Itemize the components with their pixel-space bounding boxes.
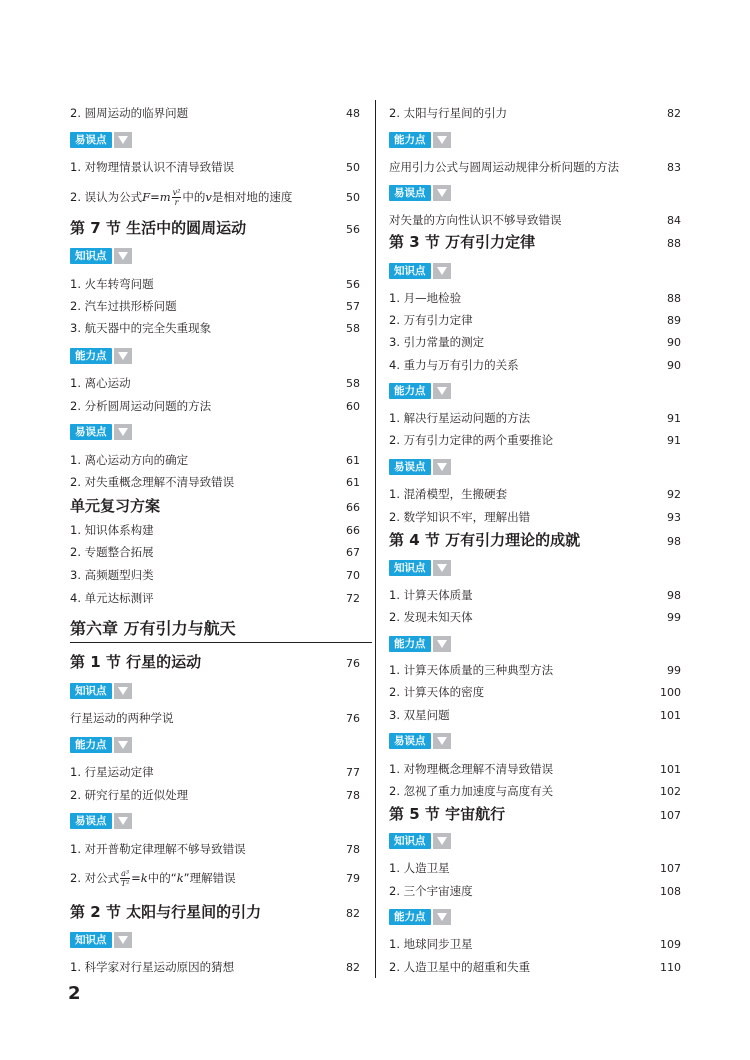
entry-page: 60 [346, 400, 360, 413]
entry-page: 88 [667, 292, 681, 305]
entry-page: 100 [660, 686, 681, 699]
entry-title: 1. 计算天体质量的三种典型方法 [389, 663, 554, 677]
entry-page: 50 [346, 191, 360, 204]
badge-label: 能力点 [389, 383, 431, 399]
entry-title: 2. 专题整合拓展 [70, 545, 154, 559]
toc-entry[interactable] [389, 684, 681, 701]
toc-entry[interactable] [70, 452, 360, 469]
triangle-down-icon [433, 263, 451, 279]
toc-entry[interactable] [389, 486, 681, 503]
badge-yiwudian [389, 185, 451, 201]
badge-label: 知识点 [70, 683, 112, 699]
section-page: 88 [667, 237, 681, 250]
toc-entry[interactable] [70, 375, 360, 392]
badge-nengli [389, 636, 451, 652]
toc-entry[interactable] [70, 320, 360, 337]
toc-entry[interactable] [70, 841, 360, 858]
toc-entry[interactable] [389, 212, 681, 229]
section-page: 66 [346, 501, 360, 514]
section-heading[interactable] [389, 232, 681, 254]
text-suffix: 是相对地的速度 [211, 190, 293, 204]
toc-entry[interactable] [389, 432, 681, 449]
badge-yiwudian [70, 424, 132, 440]
entry-title: 2. 万有引力定律的两个重要推论 [389, 433, 554, 447]
entry-page: 48 [346, 107, 360, 120]
toc-entry[interactable] [389, 587, 681, 604]
entry-title [70, 188, 292, 207]
badge-label: 能力点 [389, 132, 431, 148]
formula-symbol: F [142, 190, 151, 204]
entry-title: 1. 科学家对行星运动原因的猜想 [70, 960, 235, 974]
entry-page: 101 [660, 709, 681, 722]
triangle-down-icon [433, 132, 451, 148]
section-title: 第 7 节 生活中的圆周运动 [70, 219, 247, 237]
toc-entry[interactable] [389, 410, 681, 427]
entry-title: 1. 离心运动 [70, 376, 131, 390]
triangle-down-icon [433, 909, 451, 925]
badge-yiwudian [389, 459, 451, 475]
entry-title: 2. 汽车过拱形桥问题 [70, 299, 177, 313]
badge-zhishidian [389, 560, 451, 576]
entry-page: 84 [667, 214, 681, 227]
entry-title: 2. 太阳与行星间的引力 [389, 106, 508, 120]
entry-page: 67 [346, 546, 360, 559]
badge-yiwudian [389, 733, 451, 749]
triangle-down-icon [433, 383, 451, 399]
toc-entry[interactable] [70, 398, 360, 415]
entry-page: 89 [667, 314, 681, 327]
formula-symbol: k [176, 871, 184, 885]
section-title: 第 5 节 宇宙航行 [389, 805, 506, 823]
entry-title [70, 869, 236, 888]
badge-nengli [389, 132, 451, 148]
entry-title: 3. 高频题型归类 [70, 568, 154, 582]
toc-entry[interactable] [389, 883, 681, 900]
fraction-numerator: v² [172, 188, 181, 197]
triangle-down-icon [433, 636, 451, 652]
section-heading[interactable] [70, 496, 360, 518]
section-heading[interactable] [70, 218, 360, 240]
triangle-down-icon [433, 833, 451, 849]
toc-entry[interactable] [70, 298, 360, 315]
entry-title: 1. 知识体系构建 [70, 523, 154, 537]
toc-entry[interactable] [70, 105, 360, 122]
fraction-denominator: T² [120, 879, 130, 888]
entry-title: 2. 发现未知天体 [389, 610, 473, 624]
section-page: 56 [346, 223, 360, 236]
section-title: 第 3 节 万有引力定律 [389, 233, 536, 251]
formula-fraction [172, 188, 182, 207]
toc-entry[interactable] [70, 474, 360, 491]
section-page: 98 [667, 535, 681, 548]
triangle-down-icon [433, 560, 451, 576]
entry-page: 61 [346, 476, 360, 489]
entry-title: 1. 混淆模型，生搬硬套 [389, 487, 508, 501]
entry-page: 108 [660, 885, 681, 898]
entry-page: 82 [346, 961, 360, 974]
toc-entry[interactable] [389, 609, 681, 626]
entry-title: 2. 数学知识不牢，理解出错 [389, 510, 531, 524]
toc-entry[interactable] [70, 590, 360, 607]
toc-entry[interactable] [70, 159, 360, 176]
entry-title: 1. 离心运动方向的确定 [70, 453, 189, 467]
badge-label: 易误点 [70, 813, 112, 829]
entry-page: 61 [346, 454, 360, 467]
entry-title: 1. 对物理概念理解不清导致错误 [389, 762, 554, 776]
entry-page: 58 [346, 322, 360, 335]
triangle-down-icon [114, 737, 132, 753]
badge-label: 易误点 [389, 185, 431, 201]
toc-entry[interactable] [70, 567, 360, 584]
toc-entry-formula[interactable] [70, 188, 360, 207]
section-title: 单元复习方案 [70, 497, 161, 515]
badge-label: 易误点 [389, 459, 431, 475]
toc-entry[interactable] [70, 764, 360, 781]
section-heading[interactable] [70, 652, 360, 674]
entry-title: 2. 忽视了重力加速度与高度有关 [389, 784, 554, 798]
entry-page: 66 [346, 524, 360, 537]
badge-label: 能力点 [389, 909, 431, 925]
badge-label: 知识点 [70, 932, 112, 948]
badge-label: 易误点 [389, 733, 431, 749]
entry-title: 对矢量的方向性认识不够导致错误 [389, 213, 562, 227]
triangle-down-icon [114, 348, 132, 364]
entry-title: 3. 引力常量的测定 [389, 335, 485, 349]
toc-entry[interactable] [70, 710, 360, 727]
text-mid: 中的 [182, 190, 206, 204]
entry-title: 1. 行星运动定律 [70, 765, 154, 779]
entry-page: 58 [346, 377, 360, 390]
badge-label: 知识点 [389, 263, 431, 279]
toc-entry[interactable] [389, 959, 681, 976]
toc-entry[interactable] [389, 509, 681, 526]
toc-entry[interactable] [389, 357, 681, 374]
badge-zhishidian [70, 683, 132, 699]
entry-page: 82 [667, 107, 681, 120]
text-prefix: 2. 误认为公式 [70, 190, 143, 204]
text-suffix: ”理解错误 [183, 871, 236, 885]
toc-entry[interactable] [70, 787, 360, 804]
entry-page: 77 [346, 766, 360, 779]
formula-equals: = [131, 871, 141, 885]
badge-label: 易误点 [70, 424, 112, 440]
toc-entry-formula[interactable] [70, 869, 360, 888]
entry-title: 3. 双星问题 [389, 708, 450, 722]
formula-symbol: m [159, 190, 171, 204]
entry-title: 1. 计算天体质量 [389, 588, 473, 602]
toc-entry[interactable] [389, 936, 681, 953]
badge-nengli [70, 348, 132, 364]
column-divider [375, 100, 376, 978]
entry-title: 应用引力公式与圆周运动规律分析问题的方法 [389, 160, 619, 174]
section-heading[interactable] [389, 804, 681, 826]
formula-fraction [120, 869, 130, 888]
entry-title: 2. 万有引力定律 [389, 313, 473, 327]
section-title: 第 4 节 万有引力理论的成就 [389, 531, 581, 549]
badge-label: 易误点 [70, 132, 112, 148]
entry-title: 1. 对开普勒定律理解不够导致错误 [70, 842, 246, 856]
toc-entry[interactable] [70, 522, 360, 539]
triangle-down-icon [114, 813, 132, 829]
badge-nengli [70, 737, 132, 753]
badge-nengli [389, 383, 451, 399]
entry-title: 4. 单元达标测评 [70, 591, 154, 605]
toc-entry[interactable] [389, 290, 681, 307]
entry-page: 99 [667, 611, 681, 624]
entry-title: 2. 人造卫星中的超重和失重 [389, 960, 531, 974]
entry-title: 2. 三个宇宙速度 [389, 884, 473, 898]
badge-label: 知识点 [389, 560, 431, 576]
text-mid: 中的“ [147, 871, 177, 885]
toc-entry[interactable] [389, 662, 681, 679]
entry-page: 57 [346, 300, 360, 313]
toc-entry[interactable] [389, 783, 681, 800]
entry-page: 72 [346, 592, 360, 605]
entry-page: 98 [667, 589, 681, 602]
page-number: 2 [68, 983, 81, 1004]
triangle-down-icon [114, 132, 132, 148]
toc-entry[interactable] [389, 159, 681, 176]
entry-page: 79 [346, 872, 360, 885]
badge-zhishidian [70, 248, 132, 264]
badge-yiwudian [70, 132, 132, 148]
entry-title: 1. 人造卫星 [389, 861, 450, 875]
triangle-down-icon [433, 459, 451, 475]
section-heading[interactable] [70, 902, 360, 924]
section-title: 第 2 节 太阳与行星间的引力 [70, 903, 262, 921]
entry-title: 1. 解决行星运动问题的方法 [389, 411, 531, 425]
section-title: 第 1 节 行星的运动 [70, 653, 202, 671]
entry-title: 2. 分析圆周运动问题的方法 [70, 399, 212, 413]
fraction-numerator: a³ [121, 869, 130, 878]
triangle-down-icon [433, 185, 451, 201]
entry-page: 90 [667, 359, 681, 372]
entry-page: 76 [346, 712, 360, 725]
entry-title: 2. 计算天体的密度 [389, 685, 485, 699]
entry-page: 109 [660, 938, 681, 951]
triangle-down-icon [433, 733, 451, 749]
triangle-down-icon [114, 248, 132, 264]
entry-page: 92 [667, 488, 681, 501]
entry-page: 78 [346, 843, 360, 856]
section-page: 82 [346, 907, 360, 920]
entry-page: 91 [667, 434, 681, 447]
toc-entry[interactable] [70, 544, 360, 561]
entry-title: 3. 航天器中的完全失重现象 [70, 321, 212, 335]
toc-entry[interactable] [70, 959, 360, 976]
badge-zhishidian [389, 263, 451, 279]
toc-entry[interactable] [389, 312, 681, 329]
triangle-down-icon [114, 932, 132, 948]
entry-title: 1. 火车转弯问题 [70, 277, 154, 291]
entry-title: 1. 地球同步卫星 [389, 937, 473, 951]
entry-page: 56 [346, 278, 360, 291]
badge-yiwudian [70, 813, 132, 829]
toc-entry[interactable] [70, 276, 360, 293]
entry-page: 91 [667, 412, 681, 425]
triangle-down-icon [114, 424, 132, 440]
badge-label: 知识点 [389, 833, 431, 849]
toc-entry[interactable] [389, 761, 681, 778]
entry-page: 102 [660, 785, 681, 798]
entry-page: 110 [660, 961, 681, 974]
entry-page: 50 [346, 161, 360, 174]
formula-symbol: k [140, 871, 148, 885]
toc-entry[interactable] [389, 105, 681, 122]
entry-page: 101 [660, 763, 681, 776]
entry-page: 90 [667, 336, 681, 349]
entry-title: 4. 重力与万有引力的关系 [389, 358, 519, 372]
badge-label: 能力点 [389, 636, 431, 652]
badge-zhishidian [70, 932, 132, 948]
entry-page: 107 [660, 862, 681, 875]
badge-zhishidian [389, 833, 451, 849]
formula-symbol: v [205, 190, 212, 204]
entry-page: 99 [667, 664, 681, 677]
entry-page: 78 [346, 789, 360, 802]
entry-title: 2. 圆周运动的临界问题 [70, 106, 189, 120]
entry-page: 70 [346, 569, 360, 582]
entry-title: 行星运动的两种学说 [70, 711, 174, 725]
entry-title: 2. 对失重概念理解不清导致错误 [70, 475, 235, 489]
badge-label: 能力点 [70, 348, 112, 364]
section-page: 107 [660, 809, 681, 822]
entry-page: 83 [667, 161, 681, 174]
entry-title: 2. 研究行星的近似处理 [70, 788, 189, 802]
badge-label: 能力点 [70, 737, 112, 753]
entry-title: 1. 对物理情景认识不清导致错误 [70, 160, 235, 174]
toc-entry[interactable] [389, 334, 681, 351]
badge-nengli [389, 909, 451, 925]
entry-page: 93 [667, 511, 681, 524]
section-heading[interactable] [389, 530, 681, 552]
text-prefix: 2. 对公式 [70, 871, 120, 885]
formula-equals: = [150, 190, 160, 204]
triangle-down-icon [114, 683, 132, 699]
toc-entry[interactable] [389, 707, 681, 724]
toc-entry[interactable] [389, 860, 681, 877]
chapter-heading[interactable]: 第六章 万有引力与航天 [70, 618, 372, 643]
entry-title: 1. 月—地检验 [389, 291, 462, 305]
fraction-denominator: r [174, 198, 179, 207]
section-page: 76 [346, 657, 360, 670]
badge-label: 知识点 [70, 248, 112, 264]
